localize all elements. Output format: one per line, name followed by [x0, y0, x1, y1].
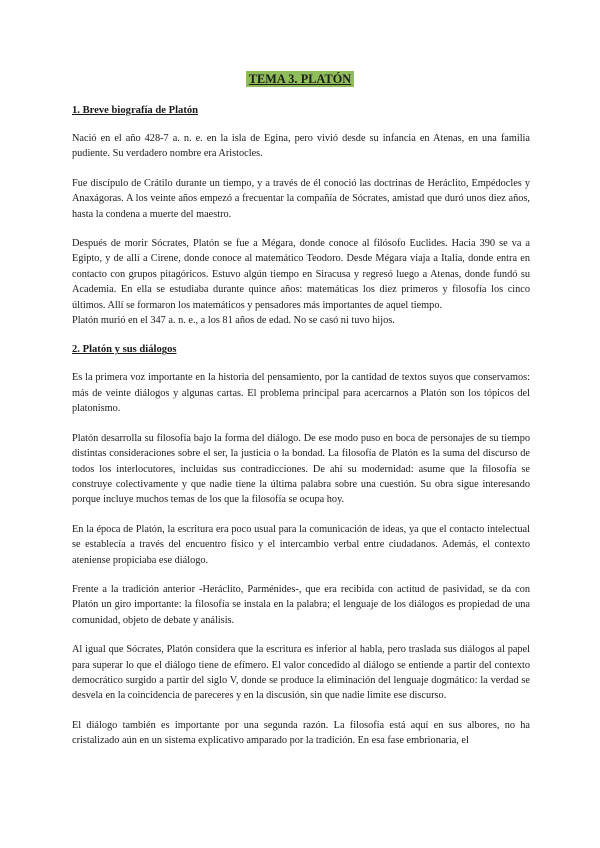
- paragraph: Platón murió en el 347 a. n. e., a los 81 años de edad. No se casó ni tuvo hijos.: [72, 315, 395, 327]
- title-highlight: TEMA 3. PLATÓN: [246, 71, 354, 87]
- paragraph: Nació en el año 428-7 a. n. e. en la isla de Egina, pero vivió desde su infancia en Atenas, en una familia pudiente. Su verdadero nombre era Aristocles.: [72, 133, 530, 160]
- document-title: [0, 70, 600, 88]
- section-heading-biografia: 1. Breve biografía de Platón: [72, 105, 199, 116]
- document-body: [72, 103, 530, 763]
- paragraph: Fue discípulo de Crátilo durante un tiempo, y a través de él conoció las doctrinas de Heráclito, Empédocles y Anaxágoras. A los veinte años empezó a frecuentar la compañía de Sócrates, amistad que duró unos diez años, hasta la condena a muerte del maestro.: [72, 177, 530, 220]
- paragraph: Platón desarrolla su filosofía bajo la forma del diálogo. De ese modo puso en boca de personajes de su tiempo distintas consideraciones sobre el ser, la justicia o la bondad. La filosofía de Platón es la suma del discurso de todos los interlocutores, incluidas sus contradicciones. De ahí su modernidad: asume que la filosofía se construye colectivamente y que nadie tiene la última palabra sobre una cuestión. Su obra sigue interesando porque incluye muchos temas de los que la filosofía se ocupa hoy.: [72, 432, 530, 506]
- paragraph: Después de morir Sócrates, Platón se fue a Mégara, donde conoce al filósofo Euclides. Hacia 390 se va a Egipto, y de allí a Cirene, donde conoce al matemático Teodoro. Desde Mégara viaja a Italia, donde entra en contacto con grupos pitagóricos. Estuvo algún tiempo en Siracusa y regresó luego a Atenas, donde fundó su Academia. En ella se estudiaba durante quince años: matemáticas los diez primeros y filosofía los cinco últimos. Allí se formaron los matemáticos y pensadores más importantes de aquel tiempo.: [72, 238, 530, 311]
- paragraph: Al igual que Sócrates, Platón considera que la escritura es inferior al habla, pero traslada sus diálogos al papel para superar lo que el diálogo tiene de efímero. El valor concedido al diálogo se entiende a partir del contexto democrático surgido a partir del siglo V, donde se produce la eliminación del lenguaje dogmático: la verdad se desvela en la coincidencia de pareceres y en la discusión, sin que nadie limite ese discurso.: [72, 644, 530, 702]
- paragraph: Frente a la tradición anterior -Heráclito, Parménides-, que era recibida con actitud de pasividad, se da con Platón un giro importante: la filosofía se instala en la palabra; el lenguaje de los diálogos es propiedad de una comunidad, objeto de debate y análisis.: [72, 583, 530, 626]
- paragraph: El diálogo también es importante por una segunda razón. La filosofía está aquí en sus albores, no ha cristalizado aún en un sistema explicativo amparado por la tradición. En esa fase embrionaria, el: [72, 719, 530, 747]
- paragraph: Es la primera voz importante en la historia del pensamiento, por la cantidad de textos suyos que conservamos: más de veinte diálogos y algunas cartas. El problema principal para acercarnos a Platón son los tópicos del platonismo.: [72, 372, 530, 415]
- section-heading-dialogos: 2. Platón y sus diálogos: [72, 344, 177, 356]
- paragraph: En la época de Platón, la escritura era poco usual para la comunicación de ideas, ya que el contacto intelectual se establecía a través del encuentro físico y el intercambio verbal entre ciudadanos. Además, el contexto ateniense propiciaba ese diálogo.: [72, 523, 530, 566]
